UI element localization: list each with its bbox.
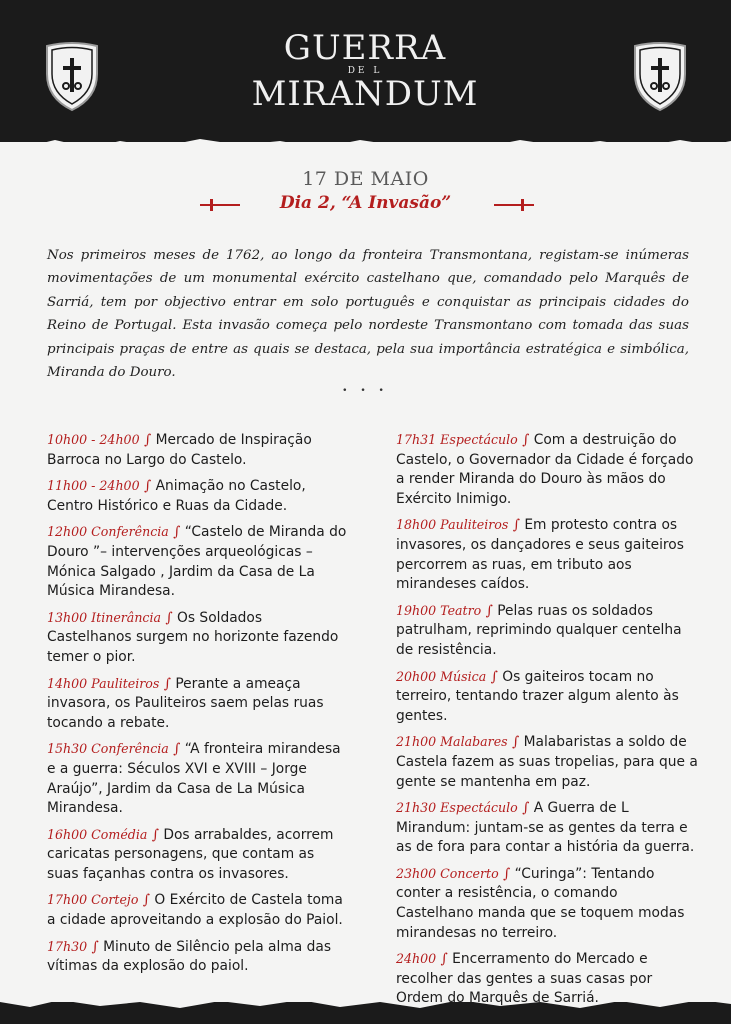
schedule-text: Encerramento do Mercado e recolher das gentes a suas casas por Ordem do Marquês de Sarriá. bbox=[396, 951, 653, 1007]
schedule-text: Em protesto contra os invasores, os dançadores e seus gaiteiros percorrem as ruas, em tributo aos mirandeses caídos. bbox=[396, 517, 684, 593]
schedule-time: 20h00 Música bbox=[396, 668, 487, 684]
schedule-text: “Castelo de Miranda do Douro ”– intervenções arqueológicas – Mónica Salgado , Jardim da Casa de La Música Mirandesa. bbox=[47, 524, 347, 600]
schedule-time: 23h00 Concerto bbox=[396, 865, 499, 881]
schedule-time: 10h00 - 24h00 bbox=[47, 432, 140, 447]
schedule-time: 18h00 Pauliteiros bbox=[396, 517, 509, 533]
day-title-row bbox=[0, 193, 731, 217]
event-date: 17 DE MAIO bbox=[302, 168, 429, 190]
shield-cross-icon bbox=[631, 40, 689, 112]
schedule-item: 17h00 Cortejo ∫ O Exército de Castela toma a cidade aproveitando a explosão do Paiol. bbox=[47, 892, 343, 929]
schedule-text: A Guerra de L Mirandum: juntam-se as gentes da terra e as de fora para contar a história da guerra. bbox=[396, 800, 695, 856]
section-separator: • • • bbox=[342, 386, 389, 396]
flourish-right-icon bbox=[492, 196, 536, 214]
header-band bbox=[0, 0, 731, 150]
schedule-time: 21h30 Espectáculo bbox=[396, 800, 518, 816]
schedule-text: “A fronteira mirandesa e a guerra: Séculos XVI e XVIII – Jorge Araújo”, Jardim da Casa de La Música Mirandesa. bbox=[47, 741, 341, 817]
schedule-time: 17h31 Espectáculo bbox=[396, 432, 518, 447]
schedule-text: Pelas ruas os soldados patrulham, reprimindo qualquer centelha de resistência. bbox=[396, 602, 682, 658]
schedule-text: Os Soldados Castelhanos surgem no horizonte fazendo temer o pior. bbox=[47, 609, 339, 665]
brand-line-3: MIRANDUM bbox=[251, 74, 479, 114]
schedule-text: O Exército de Castela toma a cidade aproveitando a explosão do Paiol. bbox=[47, 892, 343, 929]
intro-paragraph: Nos primeiros meses de 1762, ao longo da fronteira Transmontana, registam-se inúmeras movimentações de um monumental exército castelhano que, comandado pelo Marquês de Sarriá, tem por objectivo entrar em solo português e conquistar as principais cidades do Reino de Portugal. Esta invasão começa pelo nordeste Transmontano com tomada das suas principais praças de entre as quais se destaca, pela sua importância estratégica e simbólica, Miranda do Douro. bbox=[47, 248, 689, 381]
schedule-item: 16h00 Comédia ∫ Dos arrabaldes, acorrem caricatas personagens, que contam as suas façanhas contra os invasores. bbox=[47, 826, 334, 882]
schedule-time: 15h30 Conferência bbox=[47, 741, 169, 757]
brand-line-1: GUERRA bbox=[283, 28, 447, 68]
schedule-time: 12h00 Conferência bbox=[47, 524, 169, 540]
schedule-text: Perante a ameaça invasora, os Pauliteiros saem pelas ruas tocando a rebate. bbox=[47, 675, 324, 731]
schedule-item: 20h00 Música ∫ Os gaiteiros tocam no terreiro, tentando trazer algum alento às gentes. bbox=[396, 668, 679, 724]
schedule-item: 15h30 Conferência ∫ “A fronteira mirandesa e a guerra: Séculos XVI e XVIII – Jorge Araújo”, Jardim da Casa de La Música Mirandesa. bbox=[47, 741, 341, 817]
schedule-time: 16h00 Comédia bbox=[47, 826, 148, 842]
day-title: Dia 2, “A Invasão” bbox=[279, 193, 452, 213]
schedule-item: 14h00 Pauliteiros ∫ Perante a ameaça invasora, os Pauliteiros saem pelas ruas tocando a rebate. bbox=[47, 675, 324, 731]
schedule-time: 13h00 Itinerância bbox=[47, 609, 162, 625]
schedule-text: Os gaiteiros tocam no terreiro, tentando trazer algum alento às gentes. bbox=[396, 668, 679, 724]
schedule-item: 12h00 Conferência ∫ “Castelo de Miranda do Douro ”– intervenções arqueológicas – Mónica Salgado , Jardim da Casa de La Música Mirandesa. bbox=[47, 524, 347, 600]
schedule-column-left bbox=[47, 430, 347, 983]
schedule-text: Animação no Castelo, Centro Histórico e Ruas da Cidade. bbox=[47, 478, 306, 514]
schedule-time: 19h00 Teatro bbox=[396, 602, 482, 618]
schedule-time: 14h00 Pauliteiros bbox=[47, 675, 160, 691]
schedule-item: 18h00 Pauliteiros ∫ Em protesto contra os invasores, os dançadores e seus gaiteiros percorrem as ruas, em tributo aos mirandeses caídos. bbox=[396, 517, 684, 593]
schedule-item: 24h00 ∫ Encerramento do Mercado e recolher das gentes a suas casas por Ordem do Marquês de Sarriá. bbox=[396, 951, 653, 1007]
schedule-item: 11h00 - 24h00 ∫ Animação no Castelo, Centro Histórico e Ruas da Cidade. bbox=[47, 478, 306, 514]
schedule-text: Mercado de Inspiração Barroca no Largo do Castelo. bbox=[47, 432, 312, 468]
schedule-text: Com a destruição do Castelo, o Governador da Cidade é forçado a render Miranda do Douro às mãos do Exército Inimigo. bbox=[396, 432, 694, 507]
schedule-time: 17h30 bbox=[47, 938, 88, 954]
brand-line-2: DE L bbox=[347, 66, 383, 76]
schedule-time: 17h00 Cortejo bbox=[47, 892, 139, 908]
schedule-item: 23h00 Concerto ∫ “Curinga”: Tentando conter a resistência, o comando Castelhano manda que se toquem modas mirandesas no terreiro. bbox=[396, 865, 685, 941]
schedule-item: 10h00 - 24h00 ∫ Mercado de Inspiração Barroca no Largo do Castelo. bbox=[47, 432, 312, 468]
torn-edge-top bbox=[0, 132, 731, 150]
schedule-time: 11h00 - 24h00 bbox=[47, 478, 140, 494]
schedule-item: 13h00 Itinerância ∫ Os Soldados Castelhanos surgem no horizonte fazendo temer o pior. bbox=[47, 609, 339, 665]
shield-cross-icon bbox=[43, 40, 101, 112]
schedule-text: “Curinga”: Tentando conter a resistência, o comando Castelhano manda que se toquem modas mirandesas no terreiro. bbox=[396, 865, 685, 941]
schedule-item: 21h00 Malabares ∫ Malabaristas a soldo de Castela fazem as suas tropelias, para que a gente se mantenha em paz. bbox=[396, 734, 698, 790]
schedule-text: Minuto de Silêncio pela alma das vítimas da explosão do paiol. bbox=[47, 938, 332, 975]
schedule-item: 17h31 Espectáculo ∫ Com a destruição do Castelo, o Governador da Cidade é forçado a render Miranda do Douro às mãos do Exército Inimigo. bbox=[396, 432, 694, 507]
schedule-item: 17h30 ∫ Minuto de Silêncio pela alma das vítimas da explosão do paiol. bbox=[47, 938, 332, 975]
schedule-item: 19h00 Teatro ∫ Pelas ruas os soldados patrulham, reprimindo qualquer centelha de resistência. bbox=[396, 602, 682, 658]
schedule-item: 21h30 Espectáculo ∫ A Guerra de L Mirandum: juntam-se as gentes da terra e as de fora para contar a história da guerra. bbox=[396, 800, 695, 856]
brand-logo bbox=[215, 30, 515, 112]
schedule-time: 21h00 Malabares bbox=[396, 734, 508, 750]
schedule-time: 24h00 bbox=[396, 951, 437, 967]
schedule-text: Dos arrabaldes, acorrem caricatas personagens, que contam as suas façanhas contra os invasores. bbox=[47, 826, 334, 882]
schedule-text: Malabaristas a soldo de Castela fazem as suas tropelias, para que a gente se mantenha em paz. bbox=[396, 734, 698, 790]
schedule-column-right bbox=[396, 430, 698, 1015]
